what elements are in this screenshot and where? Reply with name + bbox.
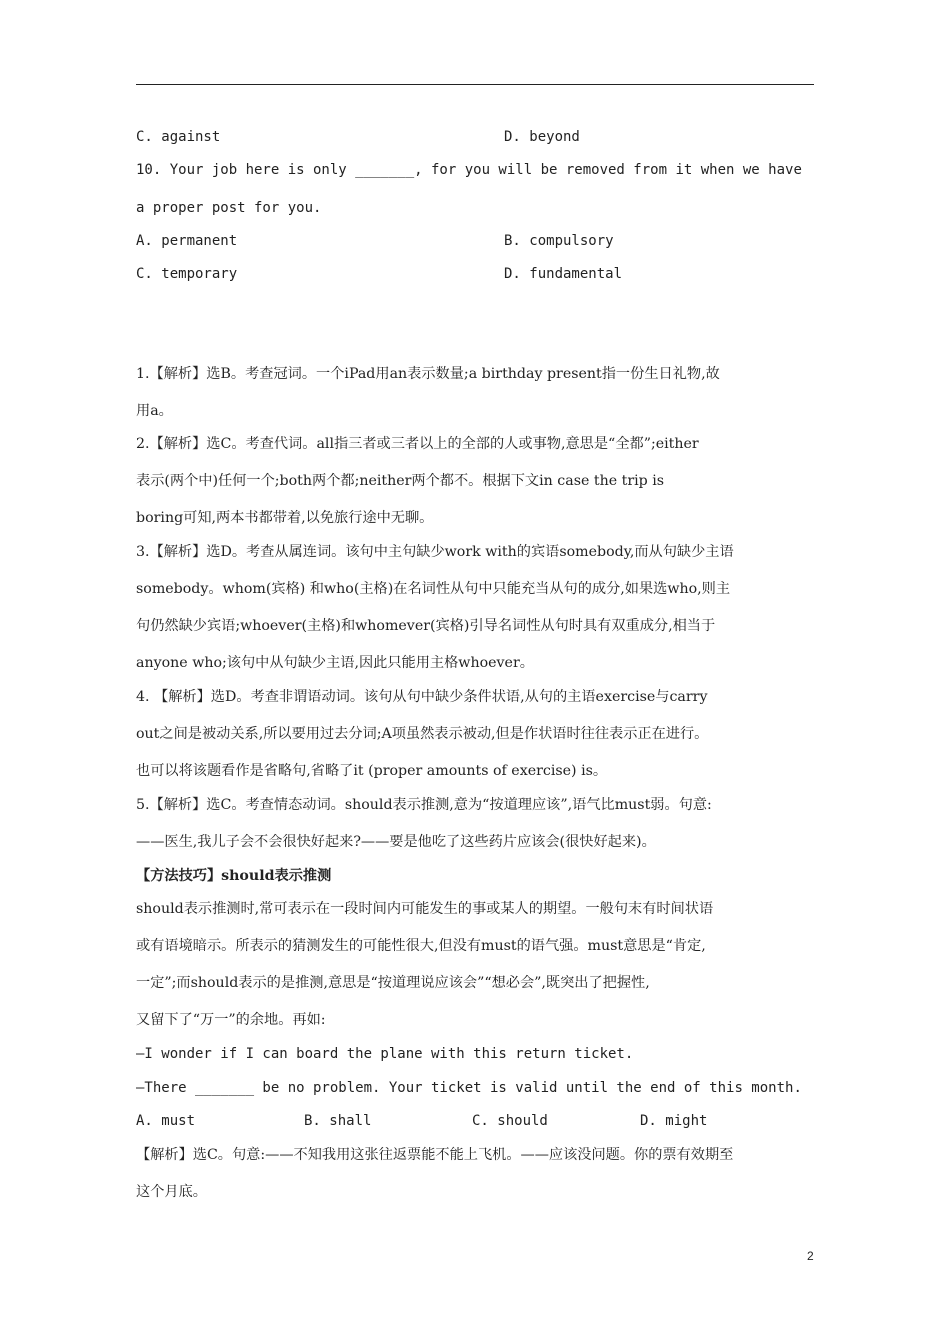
q9-options-row [136, 127, 814, 147]
q10-stem-line1: 10. Your job here is only _______, for you will be removed from it when we have [136, 162, 802, 178]
answer-3-line2: somebody。whom(宾格) 和who(主格)在名词性从句中只能充当从句的成分,如果选who,则主 [136, 581, 731, 597]
answer-4-line1: 4. 【解析】选D。考查非谓语动词。该句从句中缺少条件状语,从句的主语exercise与carry [136, 689, 708, 705]
option-d: D. fundamental [504, 266, 623, 282]
method-line1: should表示推测时,常可表示在一段时间内可能发生的事或某人的期望。一般句末有时间状语 [136, 901, 714, 917]
answer-2-line1: 2.【解析】选C。考查代词。all指三者或三者以上的全部的人或事物,意思是“全都”;either [136, 436, 699, 452]
answer-5-line1: 5.【解析】选C。考查情态动词。should表示推测,意为“按道理应该”,语气比must弱。句意: [136, 797, 712, 813]
example-dialog-line1: —I wonder if I can board the plane with this return ticket. [136, 1046, 634, 1062]
answer-1-line2: 用a。 [136, 403, 173, 419]
option-a: A. must [136, 1113, 196, 1129]
option-c: C. should [472, 1113, 548, 1129]
option-c: C. against [136, 129, 221, 145]
example-answer-line1: 【解析】选C。句意:——不知我用这张往返票能不能上飞机。——应该没问题。你的票有效期至 [136, 1147, 734, 1163]
example-answer-line2: 这个月底。 [136, 1184, 207, 1200]
answer-1-line1: 1.【解析】选B。考查冠词。一个iPad用an表示数量;a birthday present指一份生日礼物,故 [136, 366, 720, 382]
answer-2-line2: 表示(两个中)任何一个;both两个都;neither两个都不。根据下文in case the trip is [136, 473, 665, 489]
method-line2: 或有语境暗示。所表示的猜测发生的可能性很大,但没有must的语气强。must意思是“肯定, [136, 938, 706, 954]
method-line3: 一定”;而should表示的是推测,意思是“按道理说应该会”“想必会”,既突出了把握性, [136, 975, 650, 991]
header-rule [136, 84, 814, 85]
option-b: B. compulsory [504, 233, 614, 249]
option-c: C. temporary [136, 266, 238, 282]
q10-options-row2 [136, 264, 814, 284]
example-dialog-line2: —There _______ be no problem. Your ticket is valid until the end of this month. [136, 1080, 802, 1096]
q10-options-row1 [136, 231, 814, 251]
q10-stem-line2: a proper post for you. [136, 200, 322, 216]
answer-5-line2: ——医生,我儿子会不会很快好起来?——要是他吃了这些药片应该会(很快好起来)。 [136, 834, 656, 850]
answer-3-line3: 句仍然缺少宾语;whoever(主格)和whomever(宾格)引导名词性从句时具有双重成分,相当于 [136, 618, 716, 634]
method-line4: 又留下了“万一”的余地。再如: [136, 1012, 326, 1028]
page-number: 2 [807, 1249, 814, 1263]
answer-3-line1: 3.【解析】选D。考查从属连词。该句中主句缺少work with的宾语somebody,而从句缺少主语 [136, 544, 734, 560]
option-a: A. permanent [136, 233, 238, 249]
option-d: D. might [640, 1113, 708, 1129]
option-d: D. beyond [504, 129, 580, 145]
example-options-row [136, 1111, 814, 1131]
option-b: B. shall [304, 1113, 372, 1129]
answer-3-line4: anyone who;该句中从句缺少主语,因此只能用主格whoever。 [136, 655, 534, 671]
answer-4-line3: 也可以将该题看作是省略句,省略了it (proper amounts of exercise) is。 [136, 763, 608, 779]
answer-2-line3: boring可知,两本书都带着,以免旅行途中无聊。 [136, 510, 434, 526]
method-heading: 【方法技巧】should表示推测 [136, 868, 332, 884]
answer-4-line2: out之间是被动关系,所以要用过去分词;A项虽然表示被动,但是作状语时往往表示正在进行。 [136, 726, 709, 742]
